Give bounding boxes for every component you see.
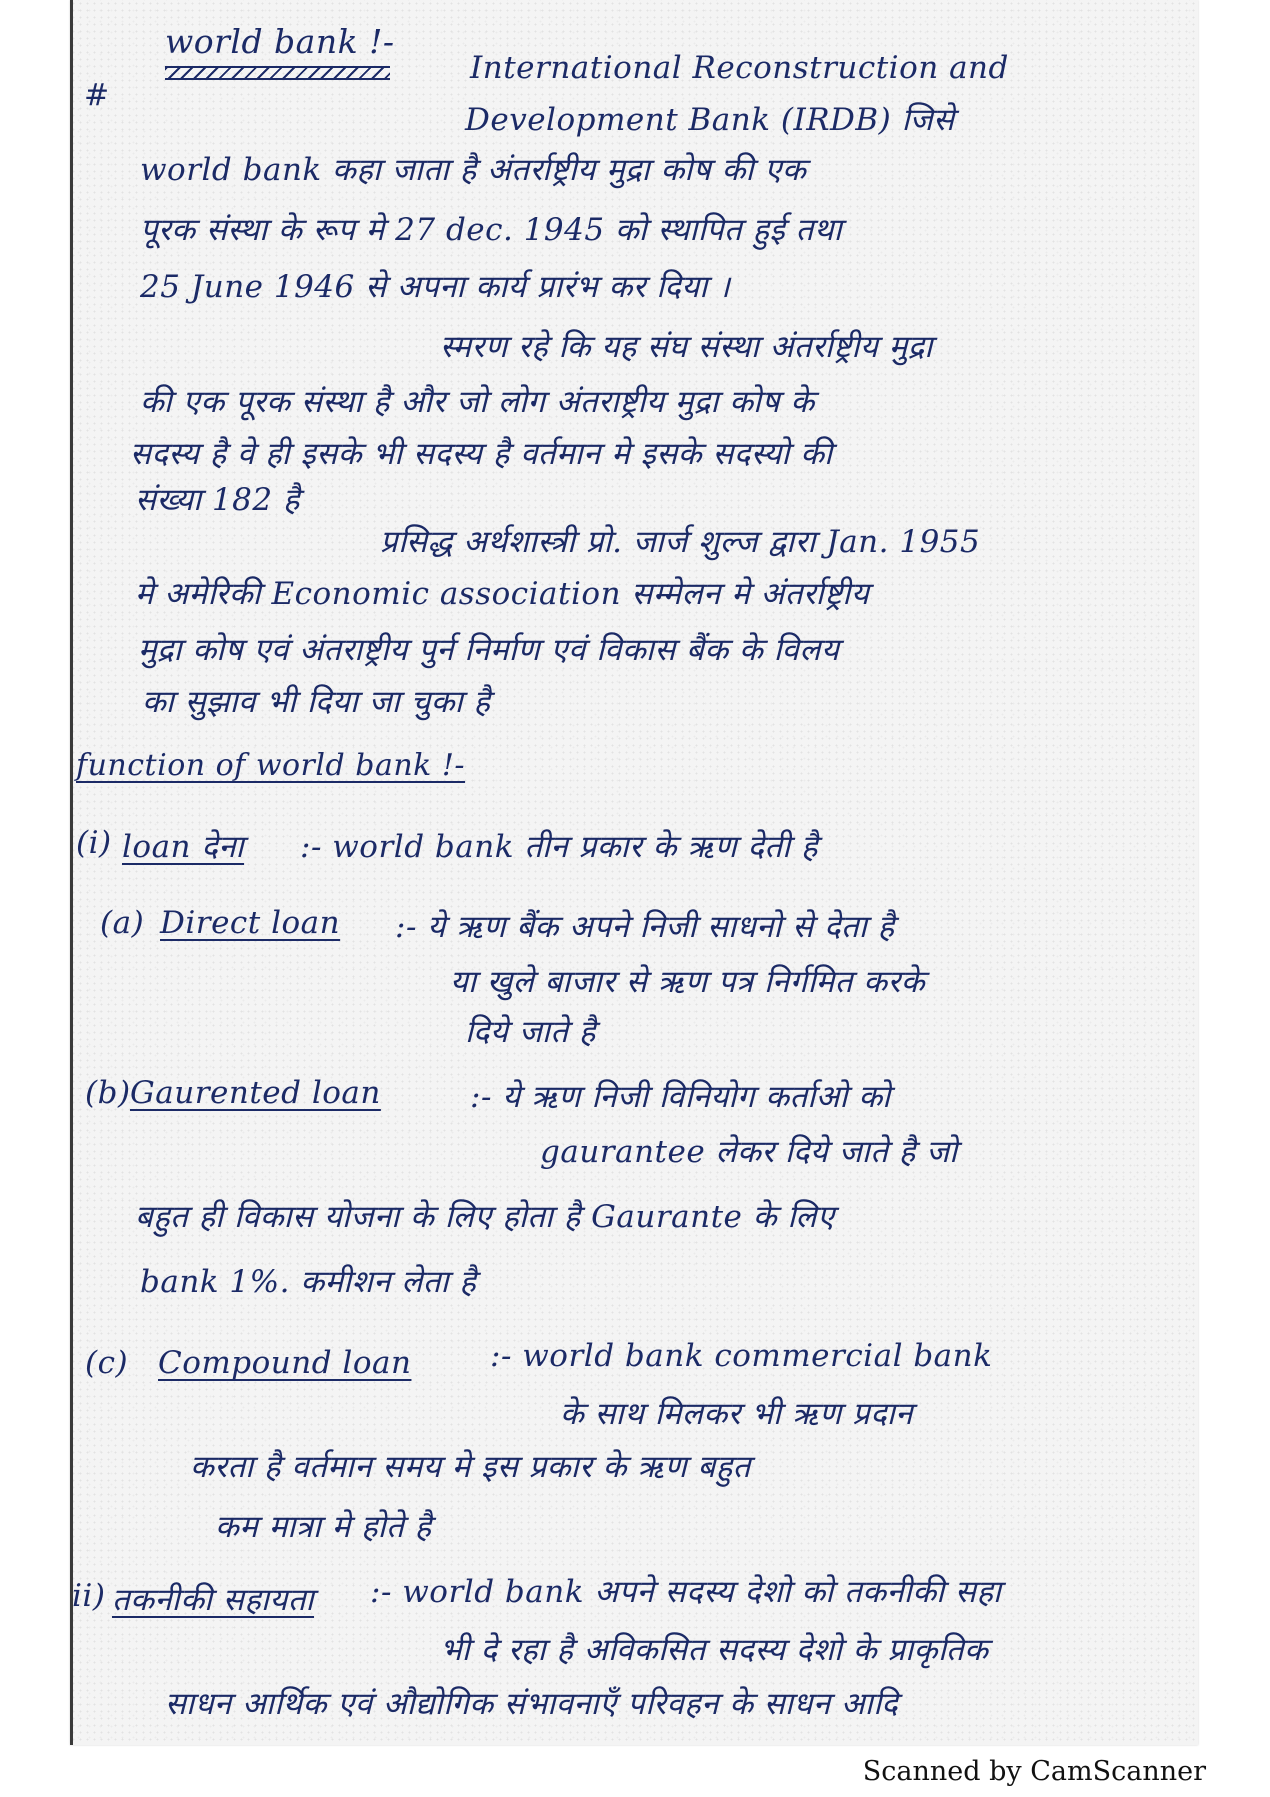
para3-line-2: मे अमेरिकी Economic association सम्मेलन मे अंतर्राष्ट्रीय <box>135 576 870 612</box>
item-c-title: Compound loan <box>158 1345 412 1381</box>
item-a-title: Direct loan <box>160 905 341 941</box>
para1-line-1: world bank कहा जाता है अंतर्राष्ट्रीय मुद्रा कोष की एक <box>140 152 807 188</box>
para1-line-2: पूरक संस्था के रूप मे 27 dec. 1945 को स्थापित हुई तथा <box>140 212 843 248</box>
item2-line-2: भी दे रहा है अविकसित सदस्य देशो के प्राकृतिक <box>440 1632 989 1668</box>
item1-text: :- world bank तीन प्रकार के ऋण देती है <box>300 829 818 865</box>
para2-line-3: सदस्य है वे ही इसके भी सदस्य है वर्तमान मे इसके सदस्यो की <box>130 436 833 472</box>
para2-line-2: की एक पूरक संस्था है और जो लोग अंतराष्ट्रीय मुद्रा कोष के <box>140 384 815 420</box>
item1-number: (i) <box>76 825 112 861</box>
item-c-line-1: :- world bank commercial bank <box>490 1338 993 1374</box>
para3-line-3: मुद्रा कोष एवं अंतराष्ट्रीय पुर्न निर्माण एवं विकास बैंक के विलय <box>138 632 840 668</box>
item-b-line-3: बहुत ही विकास योजना के लिए होता है Gaurante के लिए <box>135 1199 835 1235</box>
item-b-title: Gaurented loan <box>130 1075 381 1111</box>
item-c-line-2: के साथ मिलकर भी ऋण प्रदान <box>560 1396 913 1432</box>
item2-title: तकनीकी सहायता <box>112 1582 315 1618</box>
item-c-number: (c) <box>85 1345 129 1381</box>
heading-underline <box>165 66 390 80</box>
item2-number: ii) <box>72 1578 106 1614</box>
item-a-number: (a) <box>100 905 145 941</box>
para3-line-1: प्रसिद्ध अर्थशास्त्री प्रो. जार्ज शुल्ज द्वारा Jan. 1955 <box>380 524 981 560</box>
item2-line-3: साधन आर्थिक एवं औद्योगिक संभावनाएँ परिवहन के साधन आदि <box>165 1686 899 1722</box>
para2-line-4: संख्या 182 है <box>135 482 300 518</box>
hash-mark: # <box>84 78 110 113</box>
functions-heading: function of world bank !- <box>76 748 466 783</box>
para3-line-4: का सुझाव भी दिया जा चुका है <box>142 684 491 720</box>
item-b-line-1: :- ये ऋण निजी विनियोग कर्ताओ को <box>470 1079 891 1115</box>
heading-title: world bank !- <box>165 22 395 61</box>
para1-line-3: 25 June 1946 से अपना कार्य प्रारंभ कर दिया । <box>140 269 731 305</box>
item-b-line-4: bank 1%. कमीशन लेता है <box>140 1264 477 1300</box>
scanner-watermark: Scanned by CamScanner <box>862 1756 1206 1787</box>
item-b-number: (b) <box>85 1075 131 1111</box>
item-b-line-2: gaurantee लेकर दिये जाते है जो <box>540 1134 958 1170</box>
item-c-line-3: करता है वर्तमान समय मे इस प्रकार के ऋण बहुत <box>190 1449 751 1485</box>
item1-title: loan देना <box>122 829 245 865</box>
item2-line-1: :- world bank अपने सदस्य देशो को तकनीकी सहा <box>370 1574 1002 1610</box>
heading-intro-1: International Reconstruction and <box>470 50 1009 86</box>
item-c-line-4: कम मात्रा मे होते है <box>215 1509 432 1545</box>
item-a-line-1: :- ये ऋण बैंक अपने निजी साधनो से देता है <box>395 909 895 945</box>
item-a-line-2: या खुले बाजार से ऋण पत्र निर्गमित करके <box>450 964 926 1000</box>
para2-line-1: स्मरण रहे कि यह संघ संस्था अंतर्राष्ट्रीय मुद्रा <box>440 329 933 365</box>
margin-line <box>70 0 73 1745</box>
item-a-line-3: दिये जाते है <box>465 1014 596 1050</box>
heading-intro-2: Development Bank (IRDB) जिसे <box>465 102 955 138</box>
